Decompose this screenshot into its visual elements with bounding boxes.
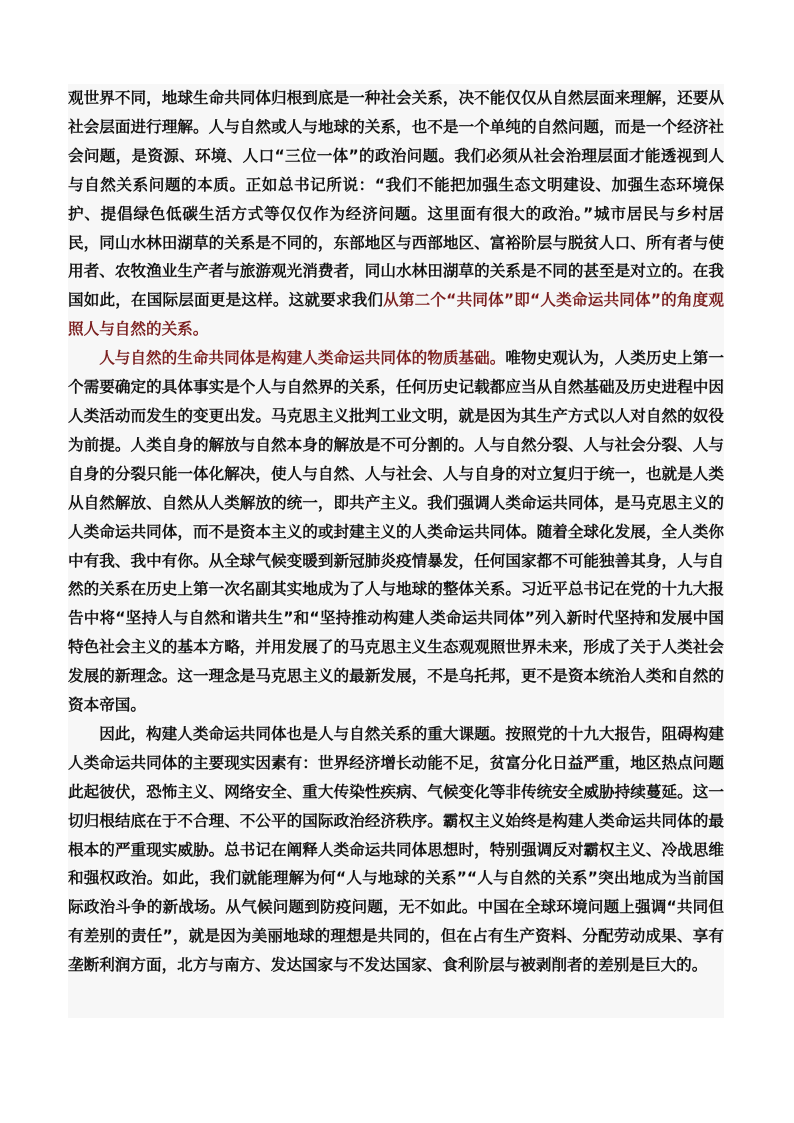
paragraph-1 xyxy=(68,84,724,344)
paragraph-2 xyxy=(68,344,724,720)
text-block-background xyxy=(68,84,724,1018)
paragraph-2-text: 唯物史观认为，人类历史上第一个需要确定的具体事实是个人与自然界的关系，任何历史记载都应当从自然基础及历史进程中因人类活动而发生的变更出发。马克思主义批判工业文明，就是因为其生产方式以人对自然的奴役为前提。人类自身的解放与自然本身的解放是不可分割的。人与自然分裂、人与社会分裂、人与自身的分裂只能一体化解决，使人与自然、人与社会、人与自身的对立复归于统一，也就是人类从自然解放、自然从人类解放的统一，即共产主义。我们强调人类命运共同体，是马克思主义的人类命运共同体，而不是资本主义的或封建主义的人类命运共同体。随着全球化发展，全人类你中有我、我中有你。从全球气候变暖到新冠肺炎疫情暴发，任何国家都不可能独善其身，人与自然的关系在历史上第一次名副其实地成为了人与地球的整体关系。习近平总书记在党的十九大报告中将“坚持人与自然和谐共生”和“坚持推动构建人类命运共同体”列入新时代坚持和发展中国特色社会主义的基本方略，并用发展了的马克思主义生态观观照世界未来，形成了关于人类社会发展的新理念。这一理念是马克思主义的最新发展，不是乌托邦，更不是资本统治人类和自然的资本帝国。 xyxy=(68,349,724,715)
article-body xyxy=(68,84,724,980)
paragraph-1-text: 观世界不同，地球生命共同体归根到底是一种社会关系，决不能仅仅从自然层面来理解，还要从社会层面进行理解。人与自然或人与地球的关系，也不是一个单纯的自然问题，而是一个经济社会问题，是资源、环境、人口“三位一体”的政治问题。我们必须从社会治理层面才能透视到人与自然关系问题的本质。正如总书记所说：“我们不能把加强生态文明建设、加强生态环境保护、提倡绿色低碳生活方式等仅仅作为经济问题。这里面有很大的政治。”城市居民与乡村居民，同山水林田湖草的关系是不同的，东部地区与西部地区、富裕阶层与脱贫人口、所有者与使用者、农牧渔业生产者与旅游观光消费者，同山水林田湖草的关系是不同的甚至是对立的。在我国如此，在国际层面更是这样。这就要求我们 xyxy=(68,89,724,310)
paragraph-1-highlight: 从第二个“共同体”即“人类命运共同体”的角度观照人与自然的关系。 xyxy=(68,291,724,339)
paragraph-2-highlight: 人与自然的生命共同体是构建人类命运共同体的物质基础。 xyxy=(99,349,506,368)
paragraph-3 xyxy=(68,720,724,980)
paragraph-3-text: 因此，构建人类命运共同体也是人与自然关系的重大课题。按照党的十九大报告，阻碍构建人类命运共同体的主要现实因素有：世界经济增长动能不足，贫富分化日益严重，地区热点问题此起彼伏，恐怖主义、网络安全、重大传染性疾病、气候变化等非传统安全威胁持续蔓延。这一切归根结底在于不合理、不公平的国际政治经济秩序。霸权主义始终是构建人类命运共同体的最根本的严重现实威胁。总书记在阐释人类命运共同体思想时，特别强调反对霸权主义、冷战思维和强权政治。如此，我们就能理解为何“人与地球的关系”“人与自然的关系”突出地成为当前国际政治斗争的新战场。从气候问题到防疫问题，无不如此。中国在全球环境问题上强调“共同但有差别的责任”，就是因为美丽地球的理想是共同的，但在占有生产资料、分配劳动成果、享有垄断利润方面，北方与南方、发达国家与不发达国家、食利阶层与被剥削者的差别是巨大的。 xyxy=(68,724,724,975)
